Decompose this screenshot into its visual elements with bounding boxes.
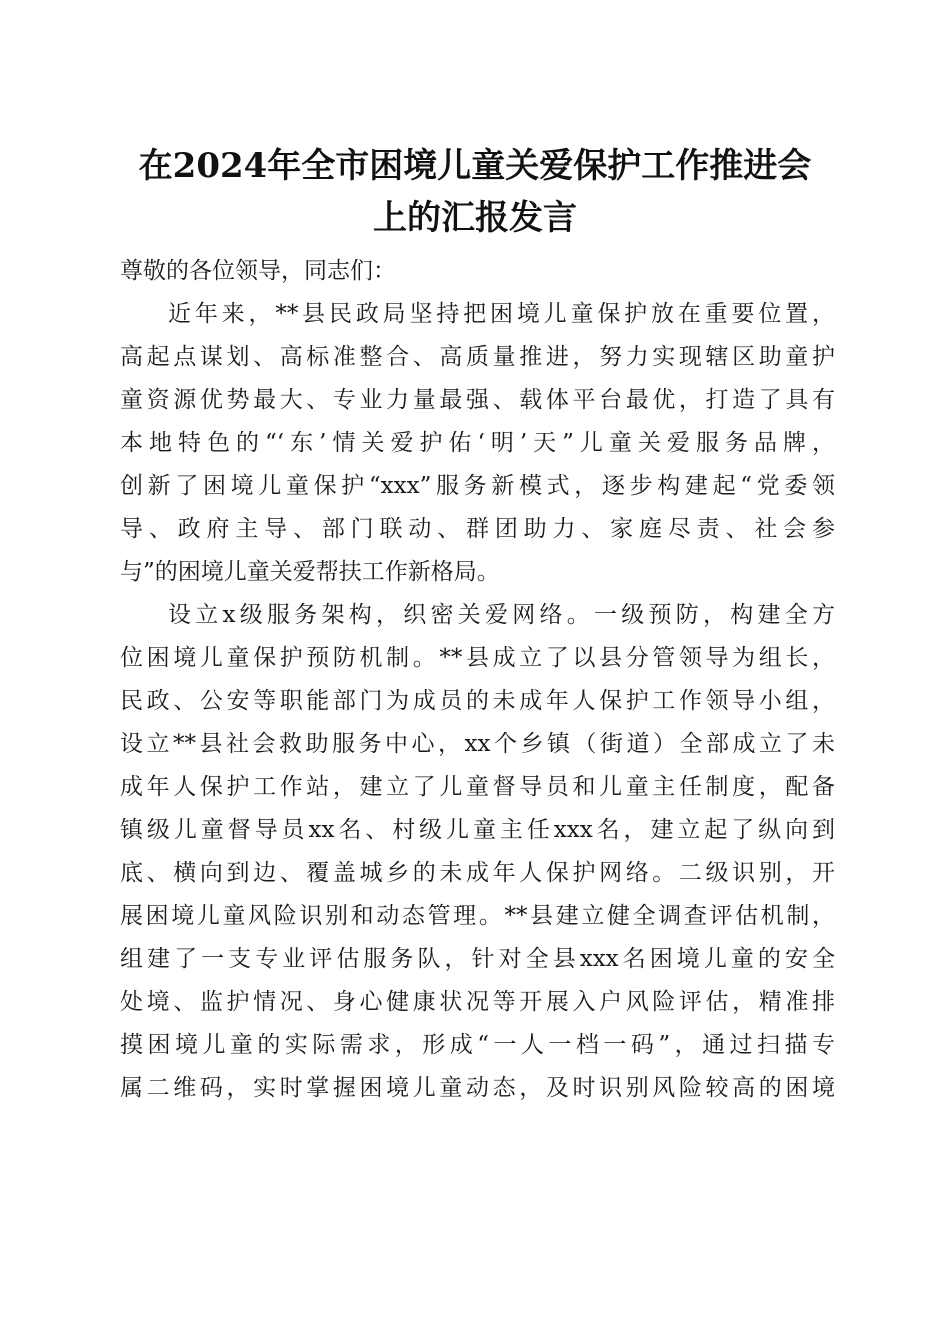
salutation: 尊敬的各位领导，同志们： [120,258,396,284]
title-line: 在2024年全市困境儿童关爱保护工作推进会 [138,146,812,186]
paragraph-1-line: 近年来，**县民政局坚持把困境儿童保护放在重要位置， [168,301,835,327]
paragraph-2-line: 摸困境儿童的实际需求，形成“一人一档一码”，通过扫描专 [120,1032,835,1058]
paragraph-1-line: 导、政府主导、部门联动、群团助力、家庭尽责、社会参 [120,516,835,542]
paragraph-2-line: 组建了一支专业评估服务队，针对全县xxx名困境儿童的安全 [120,946,835,972]
paragraph-2-line: 设立**县社会救助服务中心，xx个乡镇（街道）全部成立了未 [120,731,835,757]
paragraph-2-line: 底、横向到边、覆盖城乡的未成年人保护网络。二级识别，开 [120,860,835,886]
document-body [120,250,835,1110]
paragraph-2-line: 镇级儿童督导员xx名、村级儿童主任xxx名，建立起了纵向到 [120,817,835,843]
paragraph-1-line: 童资源优势最大、专业力量最强、载体平台最优，打造了具有 [120,387,835,413]
paragraph-2-line: 展困境儿童风险识别和动态管理。**县建立健全调查评估机制， [120,903,835,929]
paragraph-1-line: 本地特色的“‘东’情关爱护佑‘明’天”儿童关爱服务品牌， [120,430,835,456]
document-title [100,140,850,244]
paragraph-1-line: 高起点谋划、高标准整合、高质量推进，努力实现辖区助童护 [120,344,835,370]
paragraph-2-line: 设立x级服务架构，织密关爱网络。一级预防，构建全方 [168,602,835,628]
paragraph-1-line: 创新了困境儿童保护“xxx”服务新模式，逐步构建起“党委领 [120,473,835,499]
paragraph-2-line: 处境、监护情况、身心健康状况等开展入户风险评估，精准排 [120,989,835,1015]
paragraph-2-line: 位困境儿童保护预防机制。**县成立了以县分管领导为组长， [120,645,835,671]
title-line: 上的汇报发言 [373,198,577,238]
paragraph-2-line: 成年人保护工作站，建立了儿童督导员和儿童主任制度，配备 [120,774,835,800]
paragraph-2-line: 属二维码，实时掌握困境儿童动态，及时识别风险较高的困境 [120,1075,835,1101]
paragraph-1-line: 与”的困境儿童关爱帮扶工作新格局。 [120,559,500,585]
paragraph-2-line: 民政、公安等职能部门为成员的未成年人保护工作领导小组， [120,688,835,714]
